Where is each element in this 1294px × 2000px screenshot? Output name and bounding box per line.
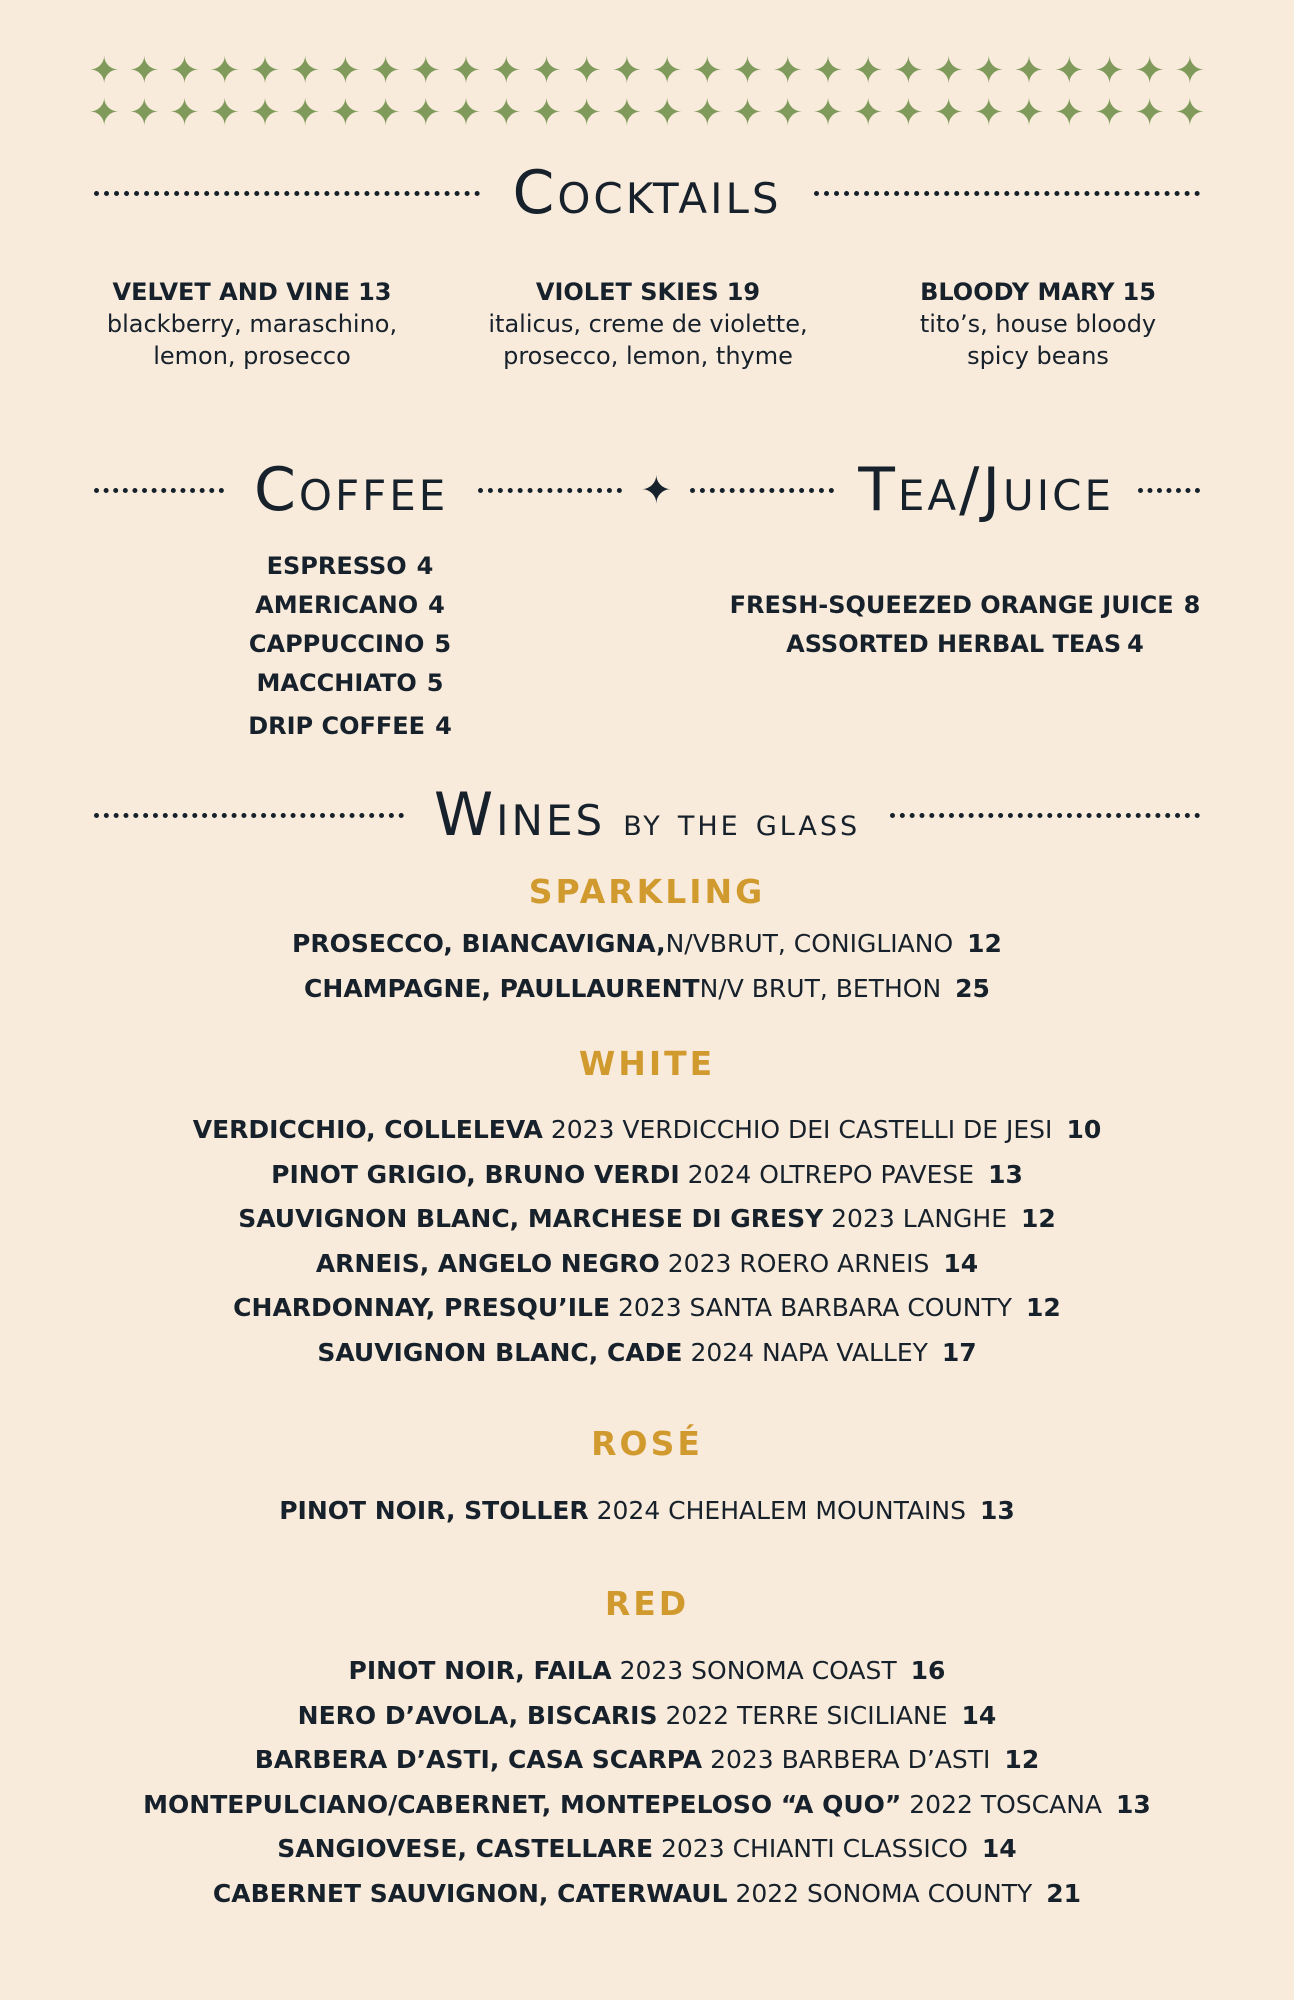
wine-item	[0, 1331, 1294, 1376]
star-icon: ✦	[530, 49, 562, 92]
wine-detail: 2024 NAPA VALLEY	[690, 1337, 928, 1367]
star-icon: ✦	[772, 91, 804, 134]
wine-price: 13	[988, 1159, 1023, 1189]
wine-item	[0, 1649, 1294, 1694]
wine-detail: N/V BRUT, BETHON	[699, 973, 942, 1003]
wine-item	[0, 1108, 1294, 1153]
wine-item	[0, 967, 1294, 1012]
star-icon: ✦	[1053, 91, 1085, 134]
coffee-item	[200, 664, 500, 703]
star-icon: ✦	[329, 91, 361, 134]
coffee-price: 4	[428, 591, 445, 619]
star-icon: ✦	[128, 91, 160, 134]
wine-price: 10	[1066, 1115, 1102, 1144]
star-icon: ✦	[571, 91, 603, 134]
wine-name: PINOT NOIR, FAILA	[348, 1656, 612, 1685]
dotted-divider	[890, 813, 1200, 818]
cocktail-price: 13	[358, 278, 392, 306]
wines-subtitle: by the glass	[623, 800, 861, 844]
wine-price: 25	[955, 973, 990, 1003]
coffee-list	[200, 547, 500, 746]
tea-juice-list	[700, 586, 1230, 664]
star-icon: ✦	[933, 49, 965, 92]
dotted-divider	[94, 191, 480, 196]
wine-price: 14	[943, 1248, 979, 1278]
star-icon: ✦	[128, 49, 160, 92]
star-icon: ✦	[490, 49, 522, 92]
star-icon: ✦	[450, 49, 482, 92]
wine-detail: 2023 ROERO ARNEIS	[667, 1248, 930, 1278]
dotted-divider	[94, 813, 404, 818]
tea-juice-name: FRESH-SQUEEZED ORANGE JUICE	[729, 591, 1174, 619]
star-icon: ✦	[691, 49, 723, 92]
star-icon: ✦	[651, 49, 683, 92]
wine-name: MONTEPULCIANO/CABERNET, MONTEPELOSO “A QUO”	[143, 1789, 902, 1819]
wine-item	[0, 1827, 1294, 1872]
wine-name: SAUVIGNON BLANC, MARCHESE DI GRESY	[238, 1204, 824, 1233]
coffee-item	[200, 586, 500, 625]
star-icon: ✦	[249, 49, 281, 92]
star-icon: ✦	[812, 49, 844, 92]
wine-detail: 2023 BARBERA D’ASTI	[710, 1745, 991, 1774]
star-icon: ✦	[651, 91, 683, 134]
wine-detail: 2022 SONOMA COUNTY	[735, 1878, 1033, 1908]
wine-detail: 2022 TOSCANA	[909, 1789, 1103, 1819]
star-icon: ✦	[892, 49, 924, 92]
star-icon: ✦	[892, 91, 924, 134]
star-pattern-border	[84, 50, 1210, 134]
coffee-name: DRIP COFFEE	[248, 712, 426, 740]
star-icon: ✦	[410, 91, 442, 134]
coffee-price: 5	[426, 669, 444, 697]
star-icon: ✦	[450, 91, 482, 134]
wine-price: 14	[961, 1700, 997, 1730]
tea-juice-price: 4	[1127, 630, 1144, 658]
star-icon: ✦	[1134, 91, 1166, 134]
star-icon: ✦	[1134, 49, 1166, 92]
wine-item	[0, 1197, 1294, 1242]
wine-item	[0, 1738, 1294, 1783]
coffee-item	[200, 625, 500, 664]
cocktail-price: 15	[1122, 278, 1156, 306]
star-icon: ✦	[530, 91, 562, 134]
wine-item	[0, 922, 1294, 967]
wine-price: 21	[1046, 1878, 1082, 1908]
wine-detail: 2023 SANTA BARBARA COUNTY	[617, 1293, 1013, 1322]
wine-name: PROSECCO, BIANCAVIGNA,	[292, 929, 666, 958]
red-list	[0, 1649, 1294, 1916]
wine-price: 12	[1004, 1745, 1040, 1774]
star-icon: ✦	[1013, 49, 1045, 92]
wines-heading-row	[84, 780, 1210, 850]
wine-name: PINOT NOIR, STOLLER	[279, 1496, 589, 1525]
wine-name: BARBERA D’ASTI, CASA SCARPA	[254, 1745, 703, 1774]
star-icon: ✦	[973, 91, 1005, 134]
tea-juice-item	[700, 586, 1230, 625]
wine-item	[0, 1783, 1294, 1828]
wine-item	[0, 1153, 1294, 1198]
coffee-name: CAPPUCCINO	[248, 630, 425, 658]
wine-detail: N/VBRUT, CONIGLIANO	[665, 929, 954, 958]
white-list	[0, 1108, 1294, 1375]
coffee-tea-heading-row	[84, 455, 1210, 525]
category-rose: ROSÉ	[591, 1424, 703, 1463]
wine-name: PINOT GRIGIO, BRUNO VERDI	[271, 1159, 680, 1189]
wine-name: CHAMPAGNE, PAULLAURENT	[304, 973, 700, 1003]
cocktail-item	[62, 276, 442, 372]
tea-juice-title: Tea/Juice	[858, 455, 1115, 525]
wine-item	[0, 1694, 1294, 1739]
wine-price: 13	[1116, 1789, 1151, 1819]
star-icon: ✦	[209, 91, 241, 134]
star-icon: ✦	[852, 91, 884, 134]
star-icon: ✦	[1053, 49, 1085, 92]
star-icon: ✦	[812, 91, 844, 134]
wine-name: SAUVIGNON BLANC, CADE	[317, 1337, 683, 1367]
category-white: WHITE	[578, 1044, 716, 1083]
wine-name: NERO D’AVOLA, BISCARIS	[297, 1700, 658, 1730]
cocktail-description: spicy beans	[967, 342, 1109, 370]
sparkle-icon: ✦	[640, 468, 673, 512]
wine-name: VERDICCHIO, COLLELEVA	[192, 1115, 543, 1144]
category-sparkling: SPARKLING	[528, 872, 766, 911]
wine-price: 12	[1026, 1293, 1061, 1322]
wine-detail: 2023 SONOMA COAST	[619, 1656, 897, 1685]
wine-name: CABERNET SAUVIGNON, CATERWAUL	[212, 1878, 728, 1908]
tea-juice-name: ASSORTED HERBAL TEAS	[786, 630, 1122, 658]
cocktail-description: italicus, creme de violette,	[488, 310, 808, 338]
wine-detail: 2023 LANGHE	[831, 1204, 1007, 1233]
star-icon: ✦	[209, 49, 241, 92]
wine-name: CHARDONNAY, PRESQU’ILE	[233, 1293, 611, 1322]
wine-price: 13	[980, 1496, 1015, 1525]
wine-detail: 2024 CHEHALEM MOUNTAINS	[596, 1496, 966, 1525]
star-icon: ✦	[88, 91, 120, 134]
coffee-price: 4	[416, 552, 434, 580]
star-icon: ✦	[289, 49, 321, 92]
coffee-item	[200, 547, 500, 586]
rose-list	[0, 1489, 1294, 1534]
coffee-price: 5	[434, 630, 452, 658]
star-icon: ✦	[691, 91, 723, 134]
star-icon: ✦	[611, 91, 643, 134]
wine-item	[0, 1489, 1294, 1534]
tea-juice-price: 8	[1183, 591, 1201, 619]
coffee-name: AMERICANO	[255, 591, 419, 619]
star-icon: ✦	[1093, 91, 1125, 134]
wine-name: SANGIOVESE, CASTELLARE	[277, 1834, 654, 1863]
star-icon: ✦	[169, 49, 201, 92]
wine-detail: 2024 OLTREPO PAVESE	[687, 1159, 975, 1189]
cocktail-description: prosecco, lemon, thyme	[503, 342, 793, 370]
star-icon: ✦	[732, 49, 764, 92]
coffee-title: Coffee	[254, 455, 449, 525]
cocktail-description: blackberry, maraschino,	[106, 310, 398, 338]
star-icon: ✦	[852, 49, 884, 92]
wine-item	[0, 1872, 1294, 1917]
star-icon: ✦	[289, 91, 321, 134]
cocktail-price: 19	[726, 278, 761, 306]
cocktail-item	[848, 276, 1228, 372]
star-icon: ✦	[88, 49, 120, 92]
star-icon: ✦	[1013, 91, 1045, 134]
wines-title-group	[434, 780, 860, 850]
coffee-name: ESPRESSO	[266, 552, 407, 580]
tea-juice-item	[700, 625, 1230, 664]
cocktail-description: tito’s, house bloody	[919, 310, 1157, 338]
cocktail-name: VELVET AND VINE	[112, 278, 351, 306]
wine-detail: 2022 TERRE SICILIANE	[665, 1700, 948, 1730]
wine-detail: 2023 CHIANTI CLASSICO	[661, 1834, 968, 1863]
star-icon: ✦	[329, 49, 361, 92]
star-icon: ✦	[772, 49, 804, 92]
wine-name: ARNEIS, ANGELO NEGRO	[315, 1248, 660, 1278]
star-icon: ✦	[1174, 49, 1206, 92]
star-icon: ✦	[490, 91, 522, 134]
wine-detail: 2023 VERDICCHIO DEI CASTELLI DE JESI	[550, 1115, 1053, 1144]
wine-price: 17	[941, 1337, 977, 1367]
star-icon: ✦	[370, 49, 402, 92]
cocktail-description: lemon, prosecco	[153, 342, 351, 370]
wine-price: 16	[910, 1656, 946, 1685]
star-icon: ✦	[249, 91, 281, 134]
star-icon: ✦	[410, 49, 442, 92]
star-icon: ✦	[169, 91, 201, 134]
star-icon: ✦	[370, 91, 402, 134]
star-icon: ✦	[1174, 91, 1206, 134]
wine-price: 12	[967, 929, 1002, 958]
star-icon: ✦	[973, 49, 1005, 92]
wine-price: 12	[1021, 1204, 1056, 1233]
star-icon: ✦	[1093, 49, 1125, 92]
star-icon: ✦	[732, 91, 764, 134]
wine-item	[0, 1286, 1294, 1331]
sparkling-list	[0, 922, 1294, 1011]
coffee-price: 4	[435, 712, 452, 740]
dotted-divider	[814, 191, 1200, 196]
dotted-divider	[690, 488, 834, 493]
cocktails-heading-row	[84, 158, 1210, 228]
dotted-divider	[1138, 488, 1200, 493]
star-icon: ✦	[571, 49, 603, 92]
coffee-name: MACCHIATO	[256, 669, 417, 697]
cocktails-title: Cocktails	[512, 158, 782, 228]
dotted-divider	[478, 488, 622, 493]
category-red: RED	[604, 1584, 690, 1623]
coffee-item	[200, 707, 500, 746]
wines-title: Wines	[433, 780, 606, 850]
cocktail-item	[458, 276, 838, 372]
cocktail-name: BLOODY MARY	[920, 278, 1115, 306]
wine-price: 14	[981, 1834, 1017, 1863]
wine-item	[0, 1242, 1294, 1287]
star-icon: ✦	[933, 91, 965, 134]
cocktail-name: VIOLET SKIES	[535, 278, 719, 306]
star-icon: ✦	[611, 49, 643, 92]
dotted-divider	[94, 488, 224, 493]
